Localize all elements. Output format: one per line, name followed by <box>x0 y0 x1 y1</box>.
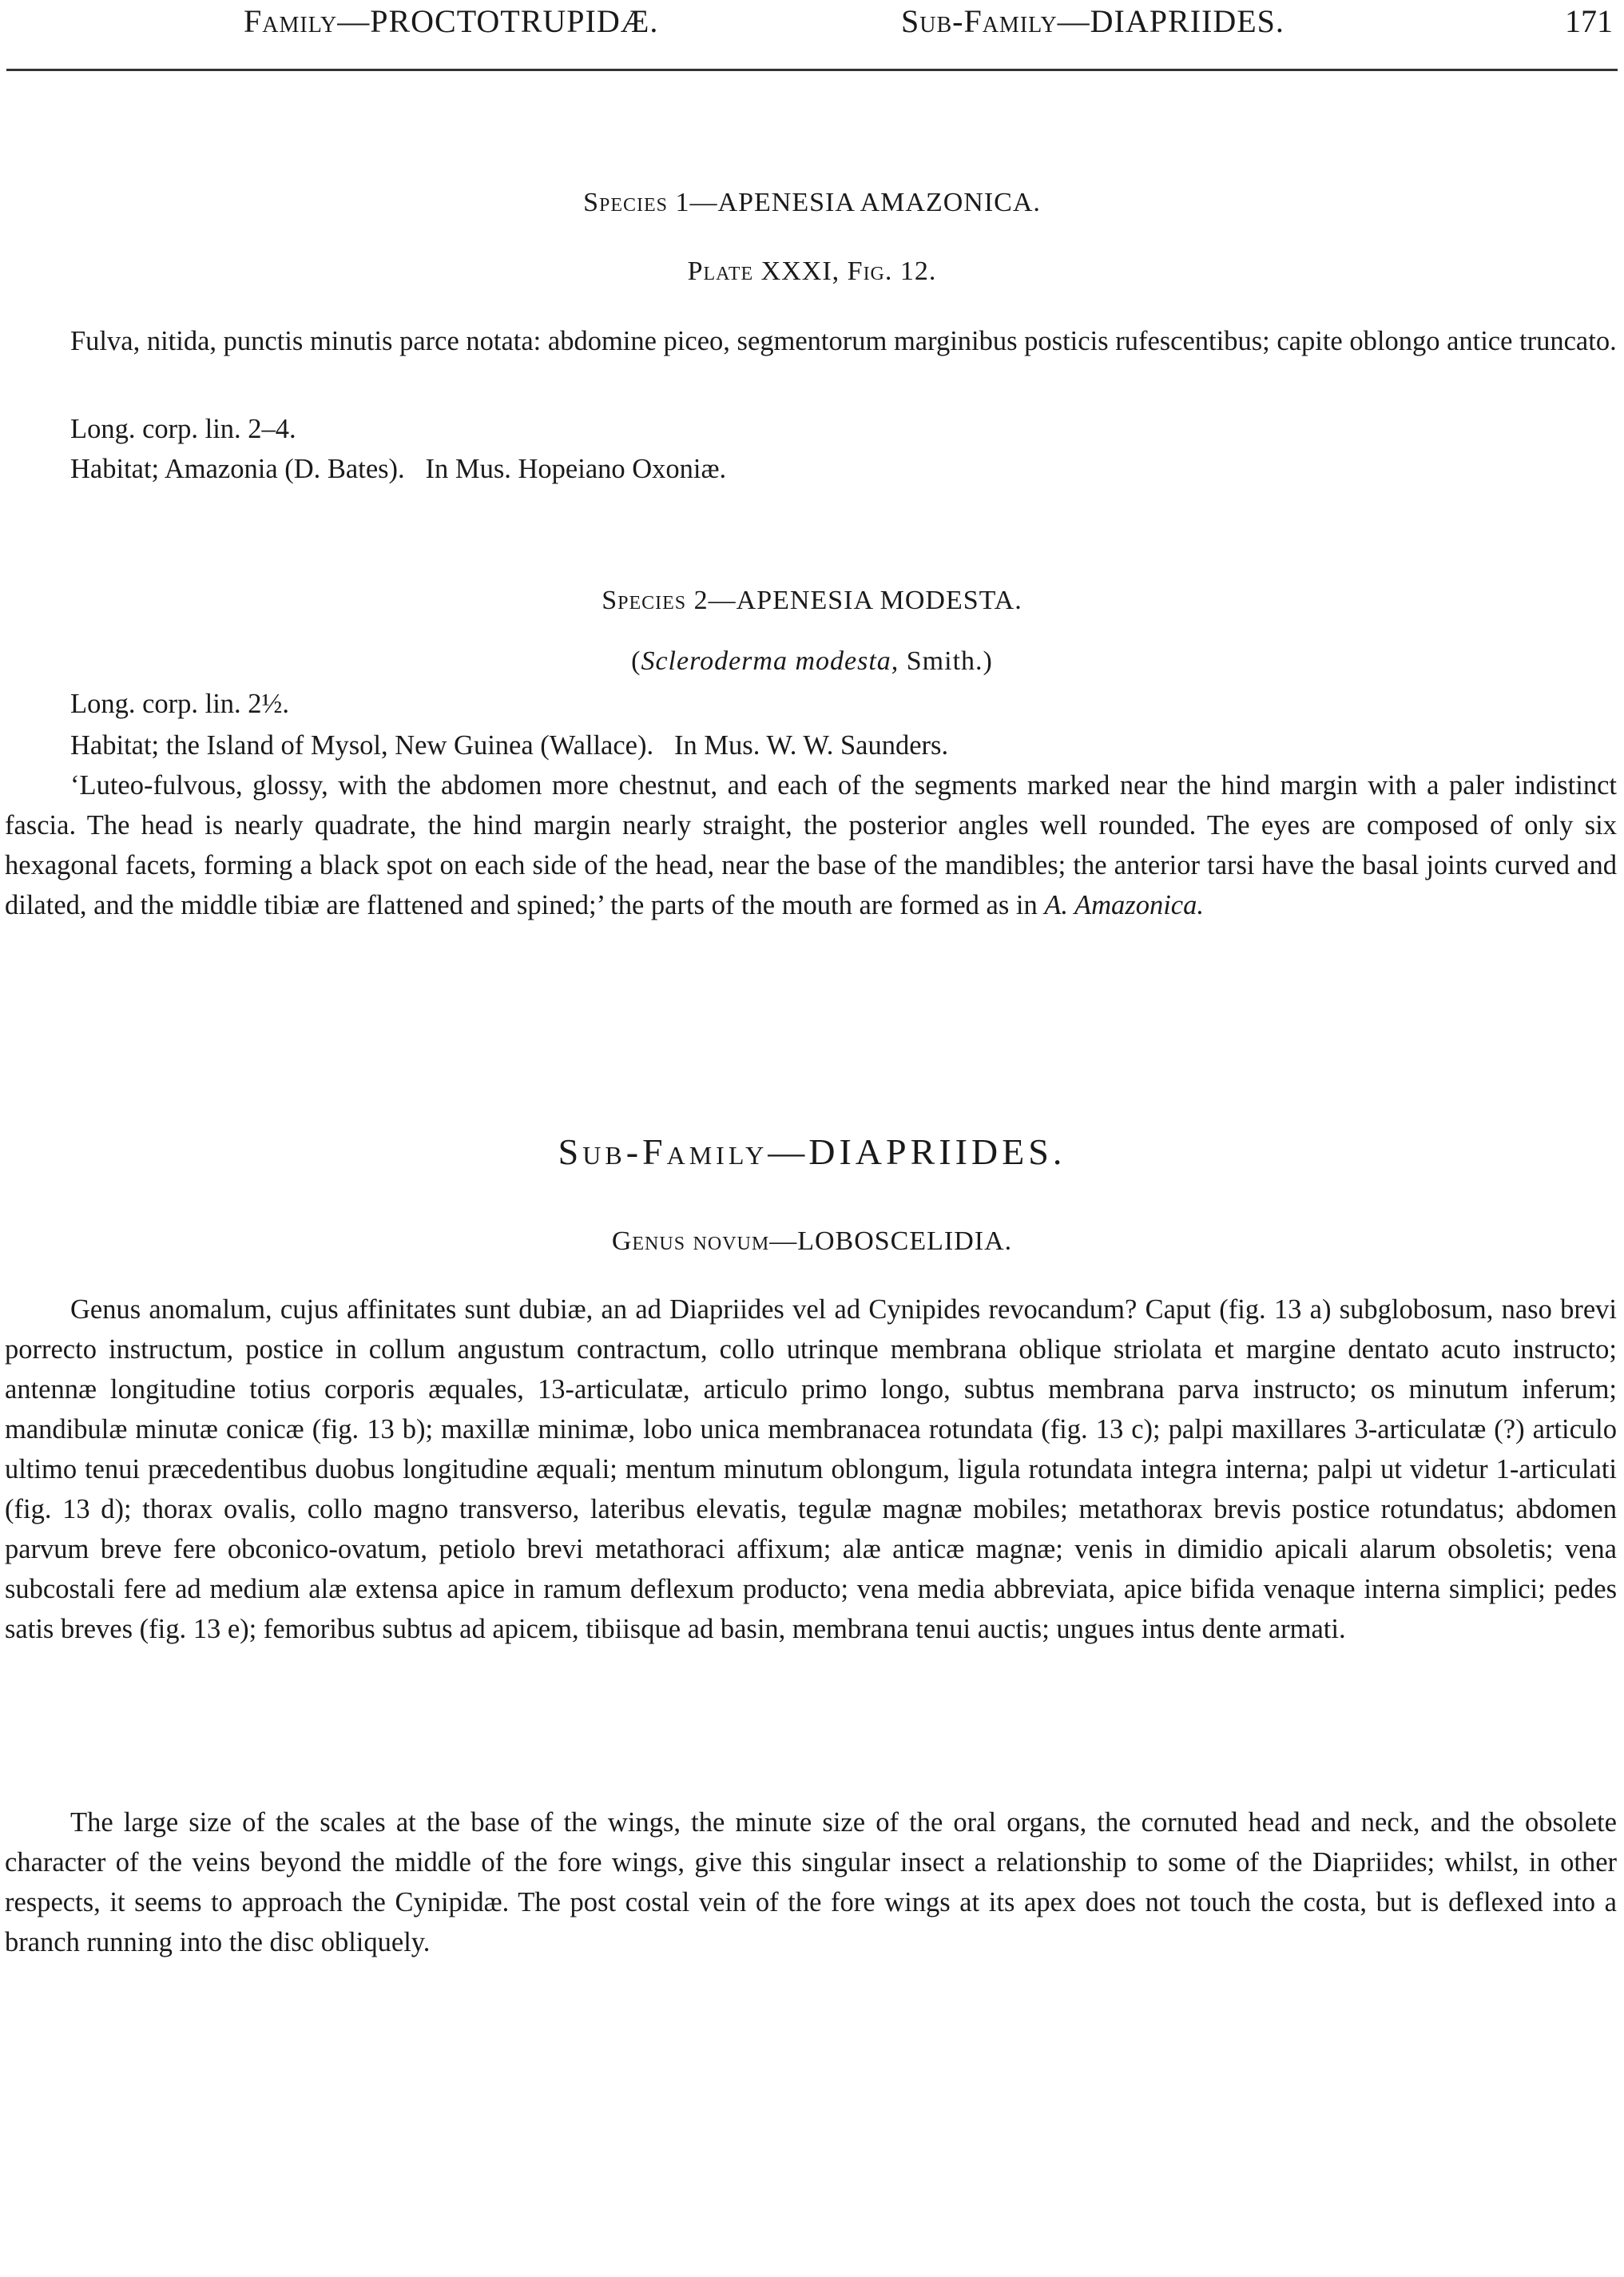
genus-latin-description: Genus anomalum, cujus affinitates sunt dubiæ, an ad Diapriides vel ad Cynipides revocandum? Caput (fig. 13 a) subglobosum, naso brevi porrecto instructum, postice in collum angustum contractum, collo utrinque membrana oblique striolata et margine dentato acuto instructo; antennæ longitudine totius corporis æquales, 13-articulatæ, articulo primo longo, subtus membrana parva instructo; os minutum inferum; mandibulæ minutæ conicæ (fig. 13 b); maxillæ minimæ, lobo unica membranacea rotundata (fig. 13 c); palpi maxillares 3-articulatæ (?) articulo ultimo tenui præcedentibus duobus longitudine æquali; mentum minutum oblongum, ligula rotundata integra interna; palpi ut videtur 1-articulati (fig. 13 d); thorax ovalis, collo magno transverso, lateribus elevatis, tegulæ magnæ mobiles; metathorax brevis postice rotundatus; abdomen parvum breve fere obconico-ovatum, petiolo brevi metathoraci affixum; alæ anticæ magnæ; venis in dimidio apicali alarum obsoletis; vena subcostali fere ad medium alæ extensa apice in ramum deflexum producto; vena media abbreviata, apice bifida venaque interna simplici; pedes satis breves (fig. 13 e); femoribus subtus ad apicem, tibiisque ad basin, membrana tenui auctis; ungues intus dente armati. <box>5 1294 1617 1644</box>
synonym-author: Smith. <box>899 646 983 676</box>
header-subfamily-label: Sub-Family—DIAPRIIDES. <box>901 3 1285 39</box>
quotation-text: ‘Luteo-fulvous, glossy, with the abdomen more chestnut, and each of the segments marked near the hind margin with a paler indistinct fascia. The head is nearly quadrate, the hind margin nearly straight, the posterior angles well rounded. The eyes are composed of only six hexagonal facets, forming a black spot on each side of the head, near the base of the mandibles; the anterior tarsi have the basal joints curved and dilated, and the middle tibiæ are flattened and spined;’ the parts of the mouth are formed as in <box>5 770 1617 920</box>
species-1-habitat: Habitat; Amazonia (D. Bates). In Mus. Hopeiano Oxoniæ. <box>70 454 727 484</box>
species-1-description: Fulva, nitida, punctis minutis parce notata: abdomine piceo, segmentorum marginibus posticis rufescentibus; capite oblongo antice truncato. <box>70 326 1617 356</box>
species-2-quotation <box>5 765 1617 925</box>
species-2-title: Species 2—APENESIA MODESTA. <box>602 586 1022 615</box>
species-1-plate: Plate XXXI, Fig. 12. <box>687 256 937 286</box>
species-2-synonym: (Scleroderma modesta, Smith.) <box>631 646 993 676</box>
synonym-name: Scleroderma modesta, <box>641 646 899 676</box>
header-rule <box>6 69 1618 71</box>
quotation-reference: A. Amazonica. <box>1044 890 1204 920</box>
species-1-length: Long. corp. lin. 2–4. <box>70 414 296 444</box>
genus-title: Genus novum—LOBOSCELIDIA. <box>611 1226 1013 1256</box>
species-2-length: Long. corp. lin. 2½. <box>70 689 290 719</box>
header-family-label: Family—PROCTOTRUPIDÆ. <box>244 3 659 39</box>
page-number: 171 <box>1565 3 1613 39</box>
species-2-habitat: Habitat; the Island of Mysol, New Guinea (Wallace). In Mus. W. W. Saunders. <box>70 730 949 761</box>
subfamily-title: Sub-Family—DIAPRIIDES. <box>558 1131 1066 1172</box>
genus-english-description: The large size of the scales at the base of the wings, the minute size of the oral organs, the cornuted head and neck, and the obsolete character of the veins beyond the middle of the fore wings, give this singular insect a relationship to some of the Diapriides; whilst, in other respects, it seems to approach the Cynipidæ. The post costal vein of the fore wings at its apex does not touch the costa, but is deflexed into a branch running into the disc obliquely. <box>5 1807 1617 1957</box>
species-1-title: Species 1—APENESIA AMAZONICA. <box>583 188 1041 217</box>
running-header <box>0 0 1624 51</box>
